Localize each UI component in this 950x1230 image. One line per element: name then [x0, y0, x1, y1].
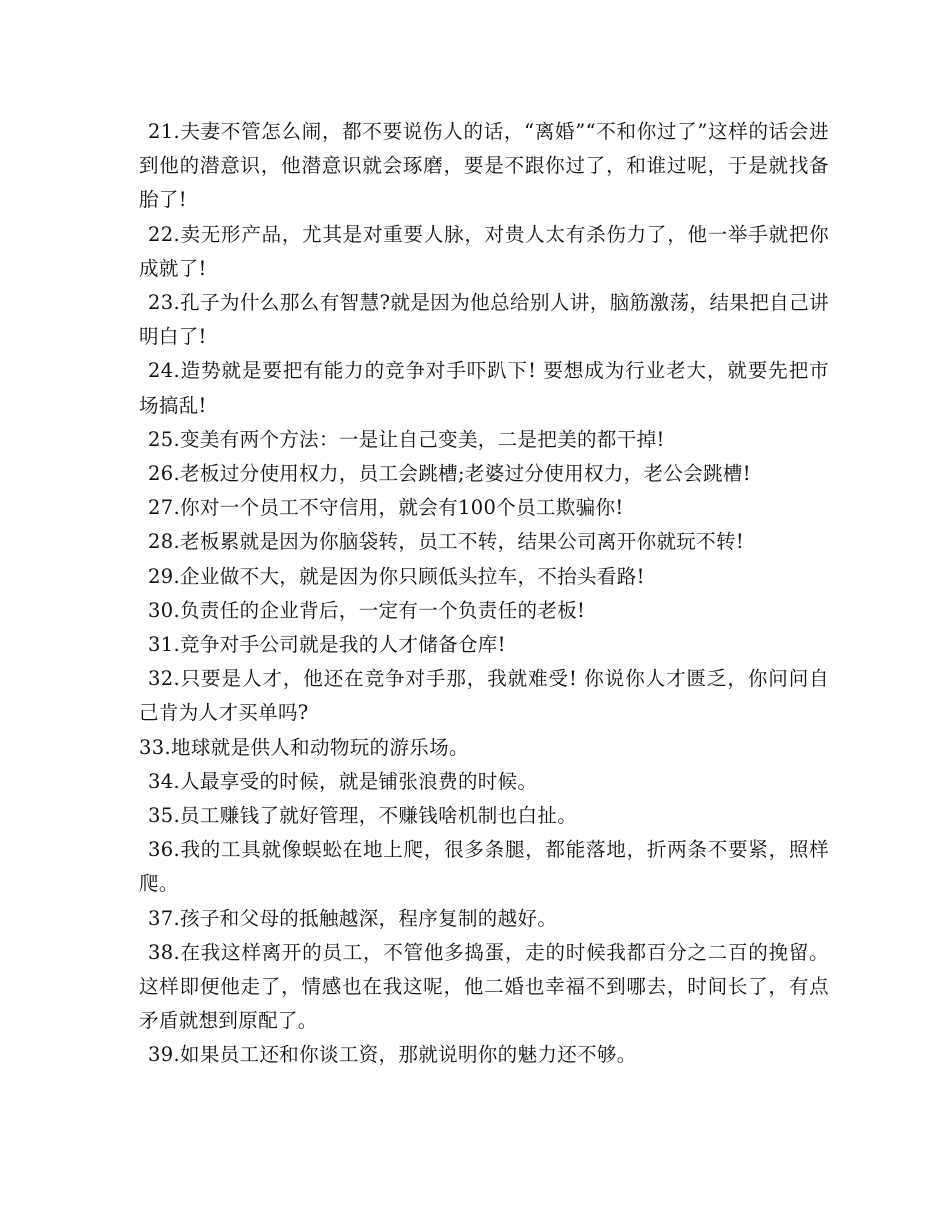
paragraph-31: 31.竞争对手公司就是我的人才储备仓库! — [148, 633, 506, 657]
paragraph-34: 34.人最享受的时候，就是铺张浪费的时候。 — [148, 769, 538, 793]
paragraph-29: 29.企业做不大，就是因为你只顾低头拉车，不抬头看路! — [148, 564, 645, 588]
paragraph-37: 37.孩子和父母的抵触越深，程序复制的越好。 — [148, 906, 558, 930]
paragraph-28: 28.老板累就是因为你脑袋转，员工不转，结果公司离开你就玩不转! — [148, 530, 745, 554]
paragraph-30: 30.负责任的企业背后，一定有一个负责任的老板! — [148, 598, 586, 622]
paragraph-27: 27.你对一个员工不守信用，就会有100个员工欺骗你! — [148, 496, 624, 520]
paragraph-22: 22.卖无形产品，尤其是对重要人脉，对贵人太有杀伤力了，他一举手就把你成就了! — [139, 222, 829, 280]
paragraph-25: 25.变美有两个方法：一是让自己变美，二是把美的都干掉! — [148, 427, 665, 451]
paragraph-26: 26.老板过分使用权力，员工会跳槽;老婆过分使用权力，老公会跳槽! — [148, 462, 751, 486]
paragraph-39: 39.如果员工还和你谈工资，那就说明你的魅力还不够。 — [148, 1043, 637, 1067]
paragraph-35: 35.员工赚钱了就好管理，不赚钱啥机制也白扯。 — [148, 804, 578, 828]
paragraph-36: 36.我的工具就像蜈蚣在地上爬，很多条腿，都能落地，折两条不要紧，照样爬。 — [139, 838, 829, 896]
paragraph-33: 33.地球就是供人和动物玩的游乐场。 — [139, 735, 469, 759]
paragraph-23: 23.孔子为什么那么有智慧?就是因为他总给别人讲，脑筋激荡，结果把自己讲明白了! — [139, 291, 829, 349]
document-body — [139, 115, 829, 1073]
paragraph-24: 24.造势就是要把有能力的竞争对手吓趴下! 要想成为行业老大，就要先把市场搞乱! — [139, 359, 829, 417]
paragraph-32: 32.只要是人才，他还在竞争对手那，我就难受! 你说你人才匮乏，你问问自己肯为人才买单吗? — [139, 667, 829, 725]
paragraph-38: 38.在我这样离开的员工，不管他多捣蛋，走的时候我都百分之二百的挽留。这样即便他走了，情感也在我这呢，他二婚也幸福不到哪去，时间长了，有点矛盾就想到原配了。 — [139, 940, 829, 1033]
paragraph-21: 21.夫妻不管怎么闹，都不要说伤人的话，“离婚”“不和你过了”这样的话会进到他的潜意识，他潜意识就会琢磨，要是不跟你过了，和谁过呢，于是就找备胎了! — [139, 120, 829, 212]
